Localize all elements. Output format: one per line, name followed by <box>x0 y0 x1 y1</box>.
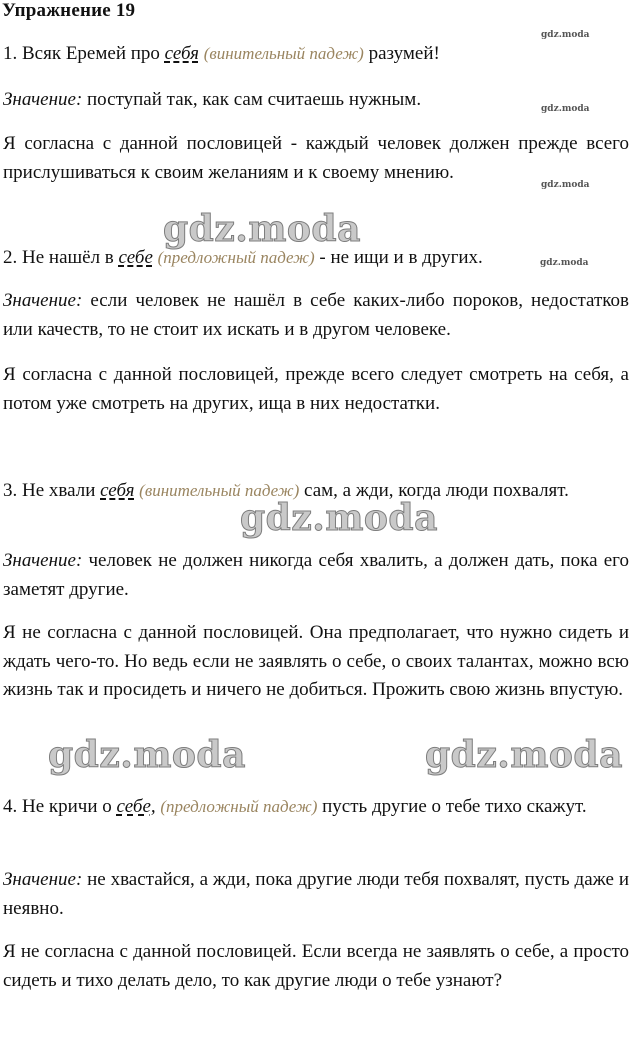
meaning-label: Значение: <box>3 550 83 571</box>
item-number: 1. <box>3 43 18 64</box>
meaning-text: если человек не нашёл в себе каких-либо пороков, недостатков или качеств, то не стоит их искать и в другом человеке. <box>3 290 629 340</box>
proverb-text: Не хвали <box>22 480 96 501</box>
watermark-small: gdz.moda <box>541 30 590 40</box>
meaning-1 <box>3 86 629 115</box>
meaning-label: Значение: <box>3 290 83 311</box>
case-note: (предложный падеж) <box>160 797 318 816</box>
proverb-text: - не ищи и в других. <box>319 247 483 268</box>
opinion-3: Я не согласна с данной пословицей. Она предполагает, что нужно сидеть и ждать чего-то. Но ведь если не заявлять о себе, о своих талантах, можно всю жизнь так и просидеть и ничего не добиться. Прожить свою жизнь впустую. <box>3 622 629 700</box>
meaning-text: человек не должен никогда себя хвалить, а должен дать, пока его заметят другие. <box>3 550 629 600</box>
opinion-4: Я не согласна с данной пословицей. Если всегда не заявлять о себе, а просто сидеть и тихо делать дело, то как другие люди о тебе узнают? <box>3 941 629 991</box>
watermark-large: gdz.moda <box>163 208 361 250</box>
case-note: (винительный падеж) <box>203 44 364 63</box>
item-number: 2. <box>3 247 18 268</box>
pronoun-word: себе, <box>116 796 156 817</box>
opinion-2: Я согласна с данной пословицей, прежде всего следует смотреть на себя, а потом уже смотреть на других, ища в них недостатки. <box>3 364 629 414</box>
pronoun-word: себе <box>118 247 153 268</box>
meaning-label: Значение: <box>3 89 83 110</box>
pronoun-word: себя <box>100 480 135 501</box>
proverb-text: Всяк Еремей про <box>22 43 160 64</box>
meaning-text: поступай так, как сам считаешь нужным. <box>87 89 422 110</box>
watermark-small: gdz.moda <box>541 104 590 114</box>
pronoun-word: себя <box>164 43 199 64</box>
watermark-large: gdz.moda <box>425 734 623 776</box>
meaning-2 <box>3 287 629 344</box>
exercise-title: Упражнение 19 <box>2 0 136 21</box>
watermark-small: gdz.moda <box>540 258 589 268</box>
meaning-4 <box>3 866 629 923</box>
proverb-text: Не кричи о <box>22 796 112 817</box>
watermark-small: gdz.moda <box>541 180 590 190</box>
watermark-large: gdz.moda <box>240 497 438 539</box>
case-note: (винительный падеж) <box>139 481 300 500</box>
case-note: (предложный падеж) <box>157 248 315 267</box>
proverb-4 <box>3 793 629 822</box>
proverb-text: пусть другие о тебе тихо скажут. <box>322 796 587 817</box>
proverb-2 <box>3 244 629 272</box>
watermark-large: gdz.moda <box>48 734 246 776</box>
meaning-text: не хвастайся, а жди, пока другие люди тебя похвалят, пусть даже и неявно. <box>3 869 629 919</box>
proverb-1 <box>3 40 629 68</box>
proverb-text: сам, а жди, когда люди похвалят. <box>304 480 569 501</box>
item-number: 3. <box>3 480 18 501</box>
meaning-3 <box>3 547 629 604</box>
opinion-1: Я согласна с данной пословицей - каждый человек должен прежде всего прислушиваться к своим желаниям и к своему мнению. <box>3 133 629 183</box>
item-number: 4. <box>3 796 18 817</box>
meaning-label: Значение: <box>3 869 83 890</box>
proverb-text: Не нашёл в <box>22 247 114 268</box>
proverb-text: разумей! <box>368 43 440 64</box>
